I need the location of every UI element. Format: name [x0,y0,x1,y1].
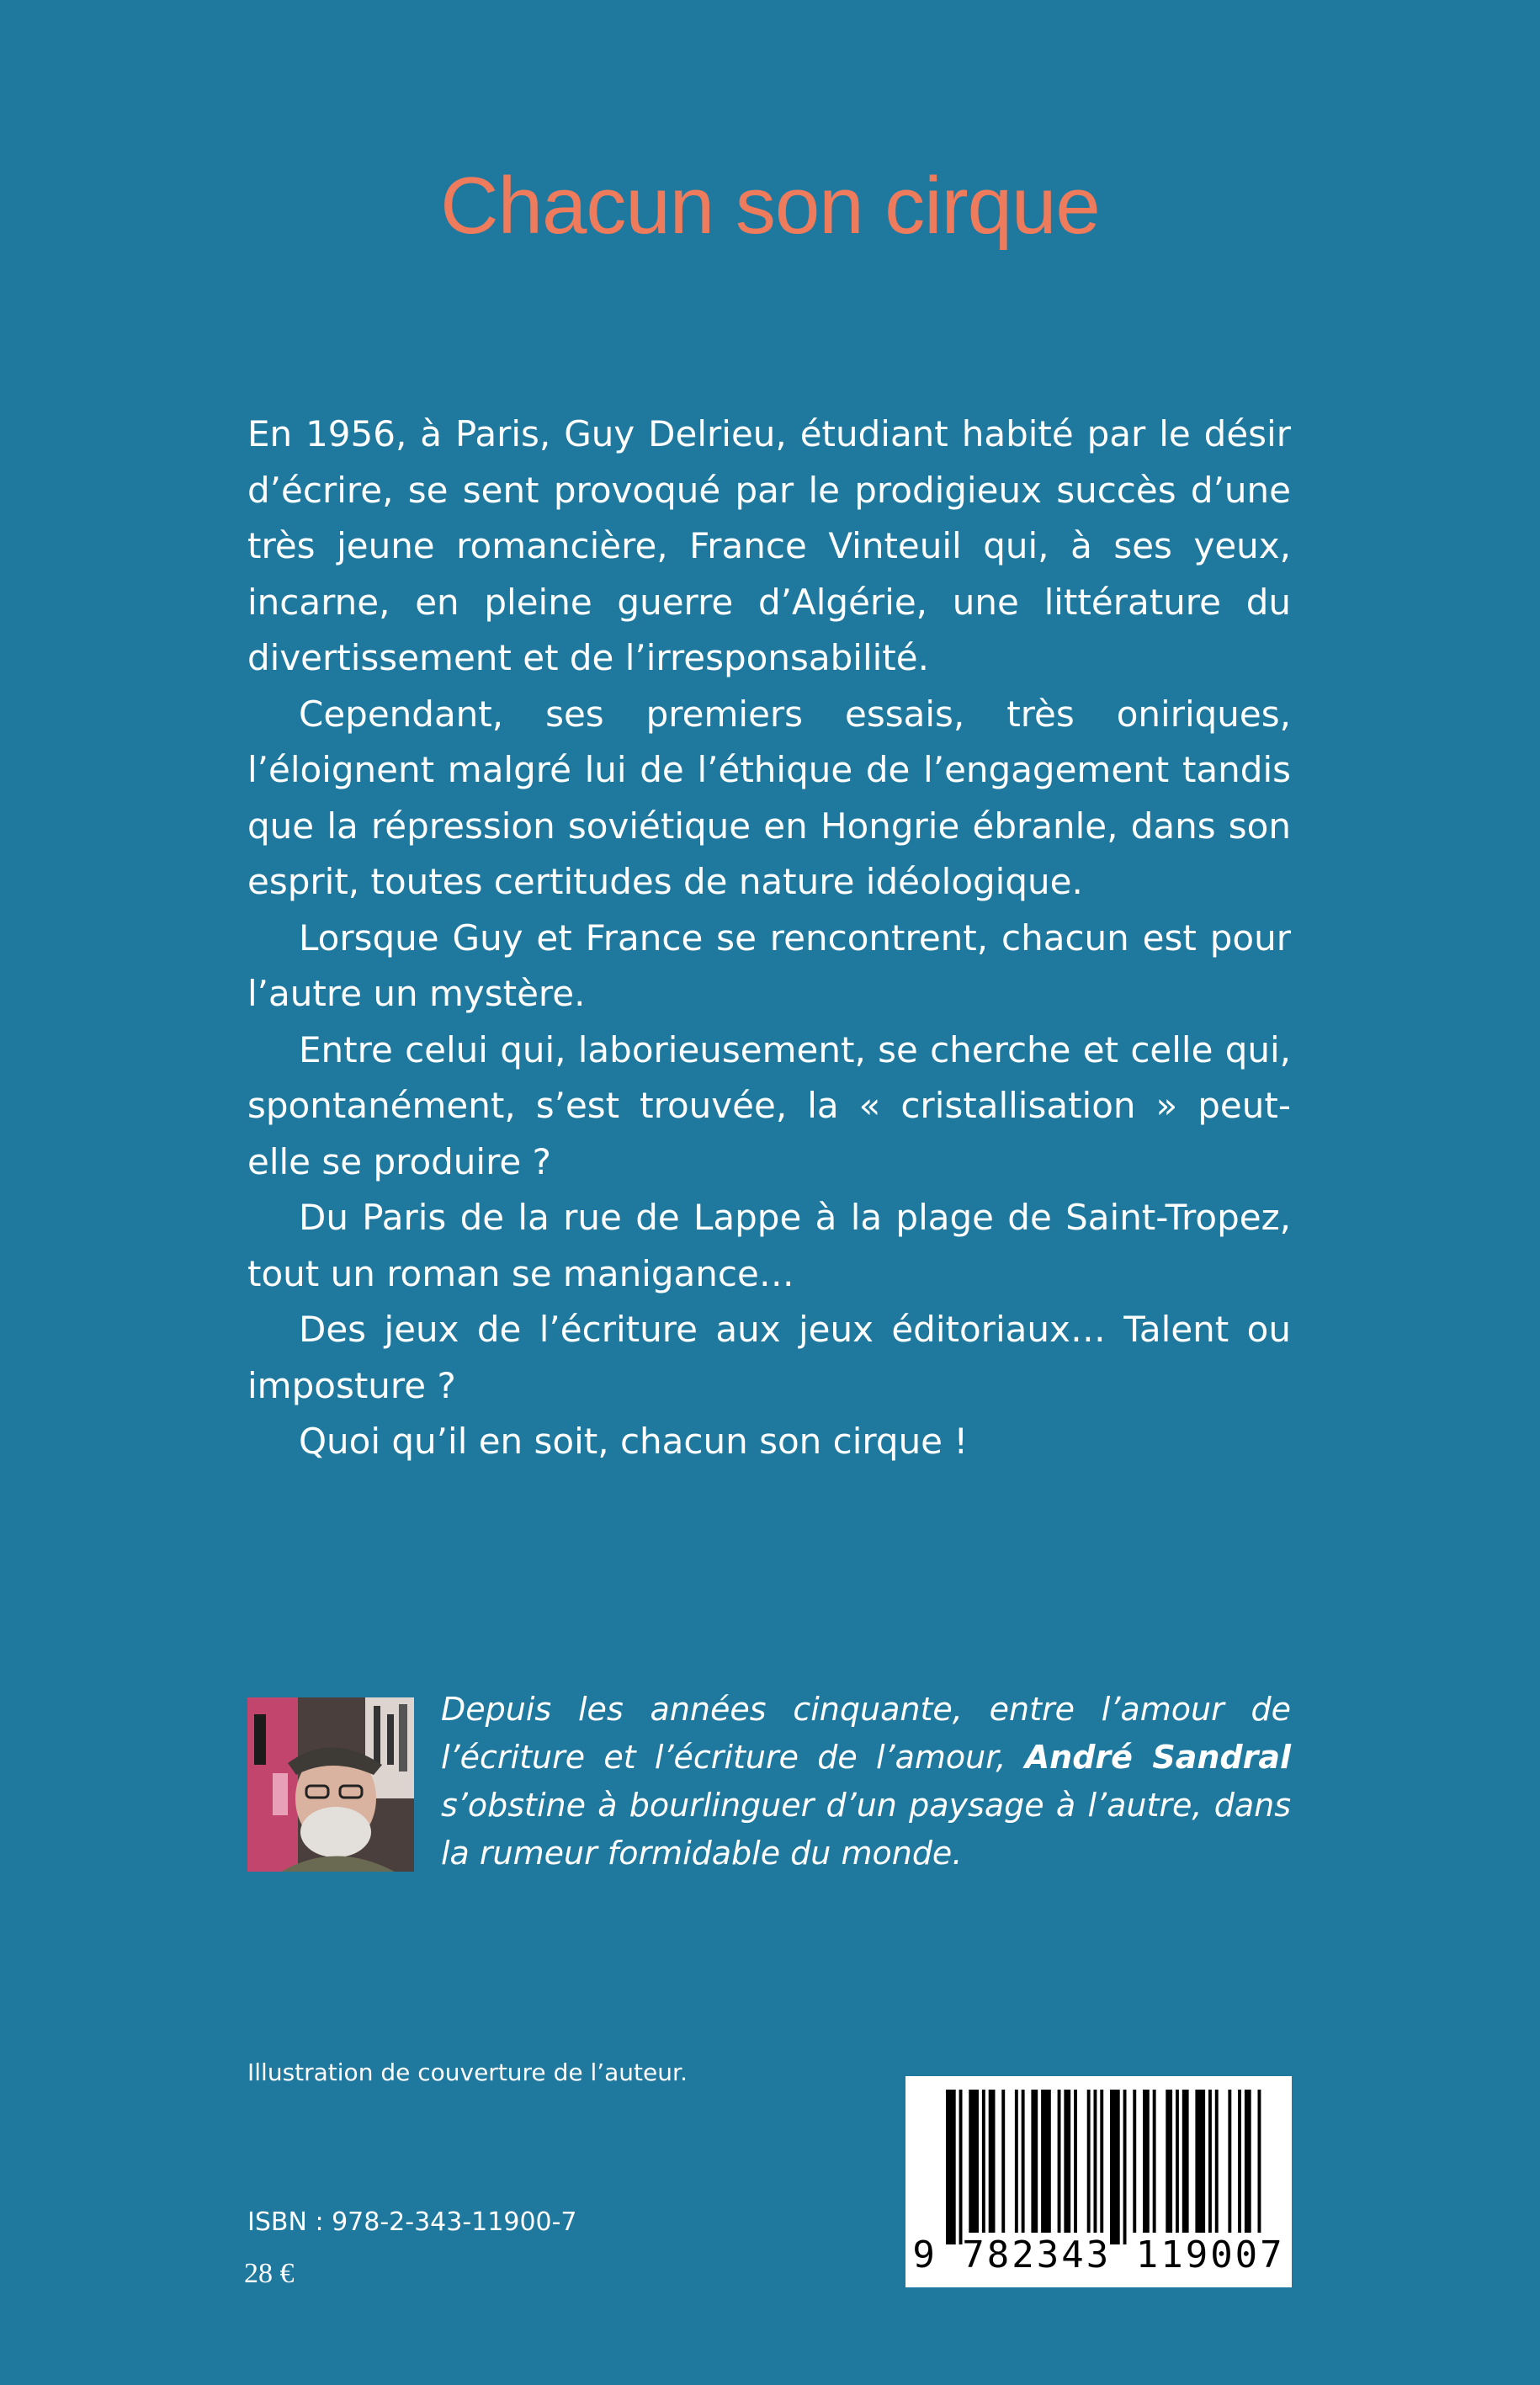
author-bio [441,1686,1291,1878]
barcode-digits: 9 782343 119007 [912,2234,1285,2276]
blurb-paragraph: Entre celui qui, laborieusement, se cherche et celle qui, spontanément, s’est trouvée, la « cristallisation » peut-elle se produire ? [247,1028,1291,1182]
blurb-paragraph: Du Paris de la rue de Lappe à la plage de Saint-Tropez, tout un roman se manigance… [247,1197,1291,1294]
barcode-bar [1182,2090,1189,2233]
barcode-bars [905,2076,1292,2244]
barcode-bar [1074,2090,1077,2233]
back-cover-blurb [247,406,1291,1470]
barcode-bar [1228,2090,1231,2233]
price: 28 € [244,2258,295,2289]
barcode-bar [1110,2090,1120,2244]
barcode-bar [1208,2090,1212,2233]
isbn: ISBN : 978-2-343-11900-7 [247,2207,577,2237]
barcode-bar [1143,2090,1150,2233]
barcode-bar [1015,2090,1018,2233]
barcode-bar [1001,2090,1005,2233]
blurb-paragraph: Cependant, ses premiers essais, très oniriques, l’éloignent malgré lui de l’éthique de l’engagement tandis que la répression soviétique en Hongrie ébranle, dans son esprit, toutes certitudes de nature idéologique. [247,693,1291,902]
barcode-bar [1064,2090,1070,2233]
barcode-bar [946,2090,956,2244]
barcode-bar [969,2090,979,2233]
illustration-credit: Illustration de couverture de l’auteur. [247,2058,688,2086]
author-bio-text: s’obstine à bourlinguer d’un paysage à l’autre, dans la rumeur formidable du monde. [441,1787,1291,1872]
blurb-paragraph: Des jeux de l’écriture aux jeux éditoriaux… Talent ou imposture ? [247,1309,1291,1406]
barcode-bar [982,2090,985,2233]
barcode-bar [1133,2090,1136,2233]
author-photo [247,1697,414,1872]
barcode-bar [1022,2090,1025,2233]
barcode-bar [1195,2090,1205,2233]
book-title: Chacun son cirque [440,161,1100,251]
author-portrait-image [247,1697,414,1872]
author-bio-text: Depuis les années cinquante, entre l’amour de l’écriture et l’écriture de l’amour, [441,1691,1291,1776]
blurb-paragraph: Lorsque Guy et France se rencontrent, chacun est pour l’autre un mystère. [247,916,1291,1014]
barcode-bar [1176,2090,1179,2233]
barcode-bar [1087,2090,1091,2233]
barcode-bar [1245,2090,1251,2233]
barcode-bar [989,2090,996,2233]
barcode-bar [1094,2090,1097,2233]
barcode-bar [1238,2090,1241,2233]
blurb-paragraph: Quoi qu’il en soit, chacun son cirque ! [299,1421,969,1462]
barcode-bar [1100,2090,1103,2233]
barcode [905,2076,1292,2287]
barcode-bar [1215,2090,1219,2233]
author-name: André Sandral [1024,1739,1291,1776]
barcode-bar [1041,2090,1051,2233]
barcode-bar [1123,2090,1127,2244]
blurb-paragraph: En 1956, à Paris, Guy Delrieu, étudiant habité par le désir d’écrire, se sent provoqué par le prodigieux succès d’une très jeune romancière, France Vinteuil qui, à ses yeux, incarne, en pleine guerre d’Algérie, une littérature du divertissement et de l’irresponsabilité. [247,413,1291,678]
barcode-bar [1153,2090,1156,2233]
barcode-bar [1166,2090,1172,2233]
barcode-bar [1258,2090,1261,2233]
barcode-bar [1058,2090,1061,2233]
barcode-bar [1031,2090,1038,2233]
barcode-bar [959,2090,963,2244]
